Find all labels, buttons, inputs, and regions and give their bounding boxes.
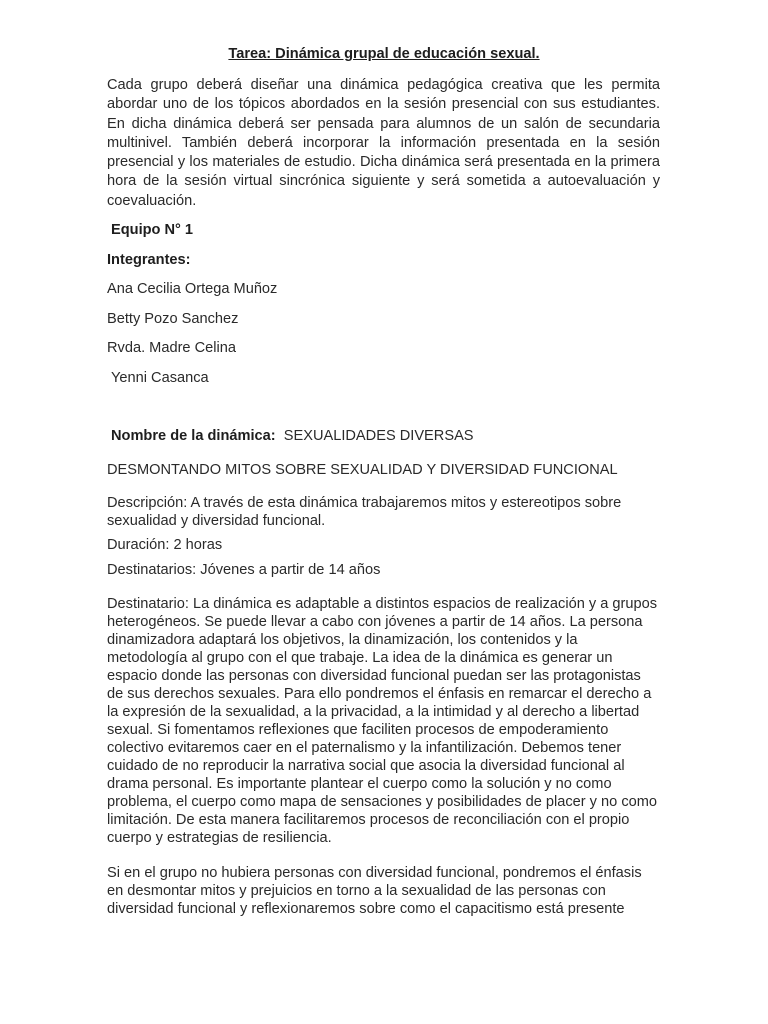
intro-paragraph: Cada grupo deberá diseñar una dinámica pedagógica creativa que les permita abordar uno de los tópicos abordados en la sesión presencial con sus estudiantes. En dicha dinámica deberá ser pensada para alumnos de un salón de secundaria multinivel. También deberá incorporar la información presentada en la sesión presencial y los materiales de estudio. Dicha dinámica será presentada en la primera hora de la sesión virtual sincrónica siguiente y será sometida a autoevaluación y coevaluación. bbox=[107, 77, 660, 209]
dynamic-name-label: Nombre de la dinámica: bbox=[111, 428, 276, 444]
member-name: Yenni Casanca bbox=[111, 370, 209, 386]
dynamic-subtitle: DESMONTANDO MITOS SOBRE SEXUALIDAD Y DIVERSIDAD FUNCIONAL bbox=[107, 462, 618, 478]
member-name: Ana Cecilia Ortega Muñoz bbox=[107, 281, 278, 297]
dynamic-name-value: SEXUALIDADES DIVERSAS bbox=[283, 428, 474, 444]
member-name: Rvda. Madre Celina bbox=[107, 340, 236, 356]
member-name: Betty Pozo Sanchez bbox=[107, 311, 239, 327]
recipient-paragraph: Destinatario: La dinámica es adaptable a distintos espacios de realización y a grupos heterogéneos. Se puede llevar a cabo con jóvenes a partir de 14 años. La persona dinamizadora adaptará los objetivos, la dinamización, los contenidos y la metodología al grupo con el que trabaje. La idea de la dinámica es generar un espacio donde las personas con diversidad funcional puedan ser las protagonistas de sus derechos sexuales. Para ello pondremos el énfasis en remarcar el derecho a la expresión de la sexualidad, a la privacidad, a la intimidad y al derecho a libertad sexual. Si fomentamos reflexiones que faciliten procesos de empoderamiento colectivo evitaremos caer en el paternalismo y la infantilización. Debemos tener cuidado de no reproducir la narrativa social que asocia la diversidad funcional al drama personal. Es importante plantear el cuerpo como la solución y no como problema, el cuerpo como mapa de sensaciones y posibilidades de placer y no como limitación. De esta manera facilitaremos procesos de reconciliación con el propio cuerpo y estrategias de resiliencia. bbox=[107, 596, 658, 846]
dynamic-name-line bbox=[111, 427, 664, 445]
closing-paragraph: Si en el grupo no hubiera personas con diversidad funcional, pondremos el énfasis en desmontar mitos y prejuicios en torno a la sexualidad de las personas con diversidad funcional y reflexionaremos sobre como el capacitismo está presente bbox=[107, 865, 642, 917]
recipients-line: Destinatarios: Jóvenes a partir de 14 años bbox=[107, 562, 381, 578]
members-heading: Integrantes: bbox=[107, 252, 191, 268]
document-title: Tarea: Dinámica grupal de educación sexual. bbox=[228, 46, 540, 62]
description-paragraph: Descripción: A través de esta dinámica trabajaremos mitos y estereotipos sobre sexualidad y diversidad funcional. bbox=[107, 495, 622, 529]
team-heading: Equipo N° 1 bbox=[111, 222, 194, 238]
duration-line: Duración: 2 horas bbox=[107, 537, 223, 553]
